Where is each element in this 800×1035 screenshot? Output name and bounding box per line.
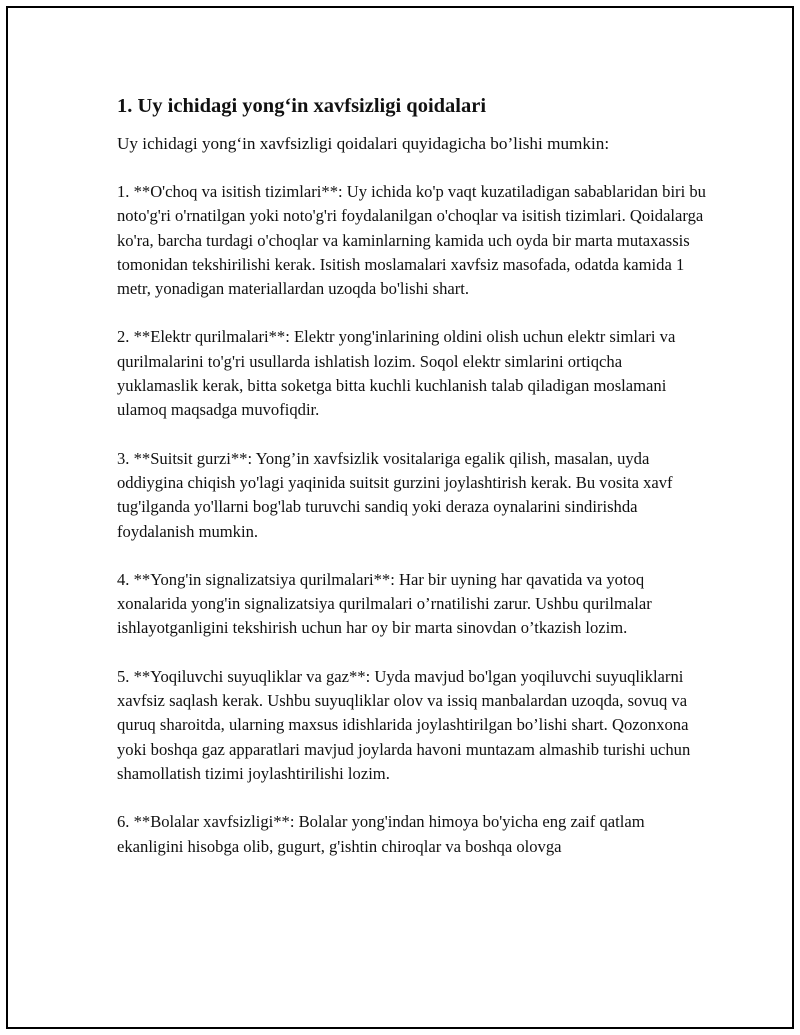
rule-item-5: 5. **Yoqiluvchi suyuqliklar va gaz**: Uyda mavjud bo'lgan yoqiluvchi suyuqliklarni xavfsiz saqlash kerak. Ushbu suyuqliklar olov va issiq manbalardan uzoqda, sovuq va quruq sharoitda, ularning maxsus idishlarida joylashtirilgan bo’lishi shart. Qozonxona yoki boshqa gaz apparatlari mavjud joylarda havoni muntazam almashib turishi uchun shamollatish tizimi joylashtirilishi lozim. <box>117 666 691 783</box>
document-body <box>117 92 707 859</box>
rule-item-4: 4. **Yong'in signalizatsiya qurilmalari**: Har bir uyning har qavatida va yotoq xonalarida yong'in signalizatsiya qurilmalari o’rnatilishi zarur. Ushbu qurilmalar ishlayotganligini tekshirish uchun har oy bir marta sinovdan o’tkazish lozim. <box>117 569 652 638</box>
rule-item-6: 6. **Bolalar xavfsizligi**: Bolalar yong'indan himoya bo'yicha eng zaif qatlam ekanligini hisobga olib, gugurt, g'ishtin chiroqlar va boshqa olovga <box>117 812 645 856</box>
rule-item-1: 1. **O'choq va isitish tizimlari**: Uy ichida ko'p vaqt kuzatiladigan sabablaridan biri bu noto'g'ri o'rnatilgan yoki noto'g'ri foydalanilgan o'choqlar va isitish tizimlari. Qoidalarga ko'ra, barcha turdagi o'choqlar va kaminlarning kamida uch oyda bir marta mutaxassis tomonidan tekshirilishi kerak. Isitish moslamalari xavfsiz masofada, odatda kamida 1 metr, yonadigan materiallardan uzoqda bo'lishi shart. <box>117 182 706 299</box>
document-title: 1. Uy ichidagi yong‘in xavfsizligi qoidalari <box>117 95 487 117</box>
intro-paragraph: Uy ichidagi yong‘in xavfsizligi qoidalari quyidagicha bo’lishi mumkin: <box>117 134 610 153</box>
rule-item-2: 2. **Elektr qurilmalari**: Elektr yong'inlarining oldini olish uchun elektr simlari va qurilmalarini to'g'ri usullarda ishlatish lozim. Soqol elektr simlarini ortiqcha yuklamaslik kerak, bitta soketga bitta kuchli kuchlanish talab qiladigan moslamani ulamoq maqsadga muvofiqdir. <box>117 327 676 420</box>
rule-item-3: 3. **Suitsit gurzi**: Yong’in xavfsizlik vositalariga egalik qilish, masalan, uyda oddiygina chiqish yo'lagi yaqinida suitsit gurzini joylashtirish kerak. Bu vosita xavf tug'ilganda yo'llarni bog'lab turuvchi sandiq yoki deraza oynalarini sindirishda foydalanish mumkin. <box>117 448 673 541</box>
